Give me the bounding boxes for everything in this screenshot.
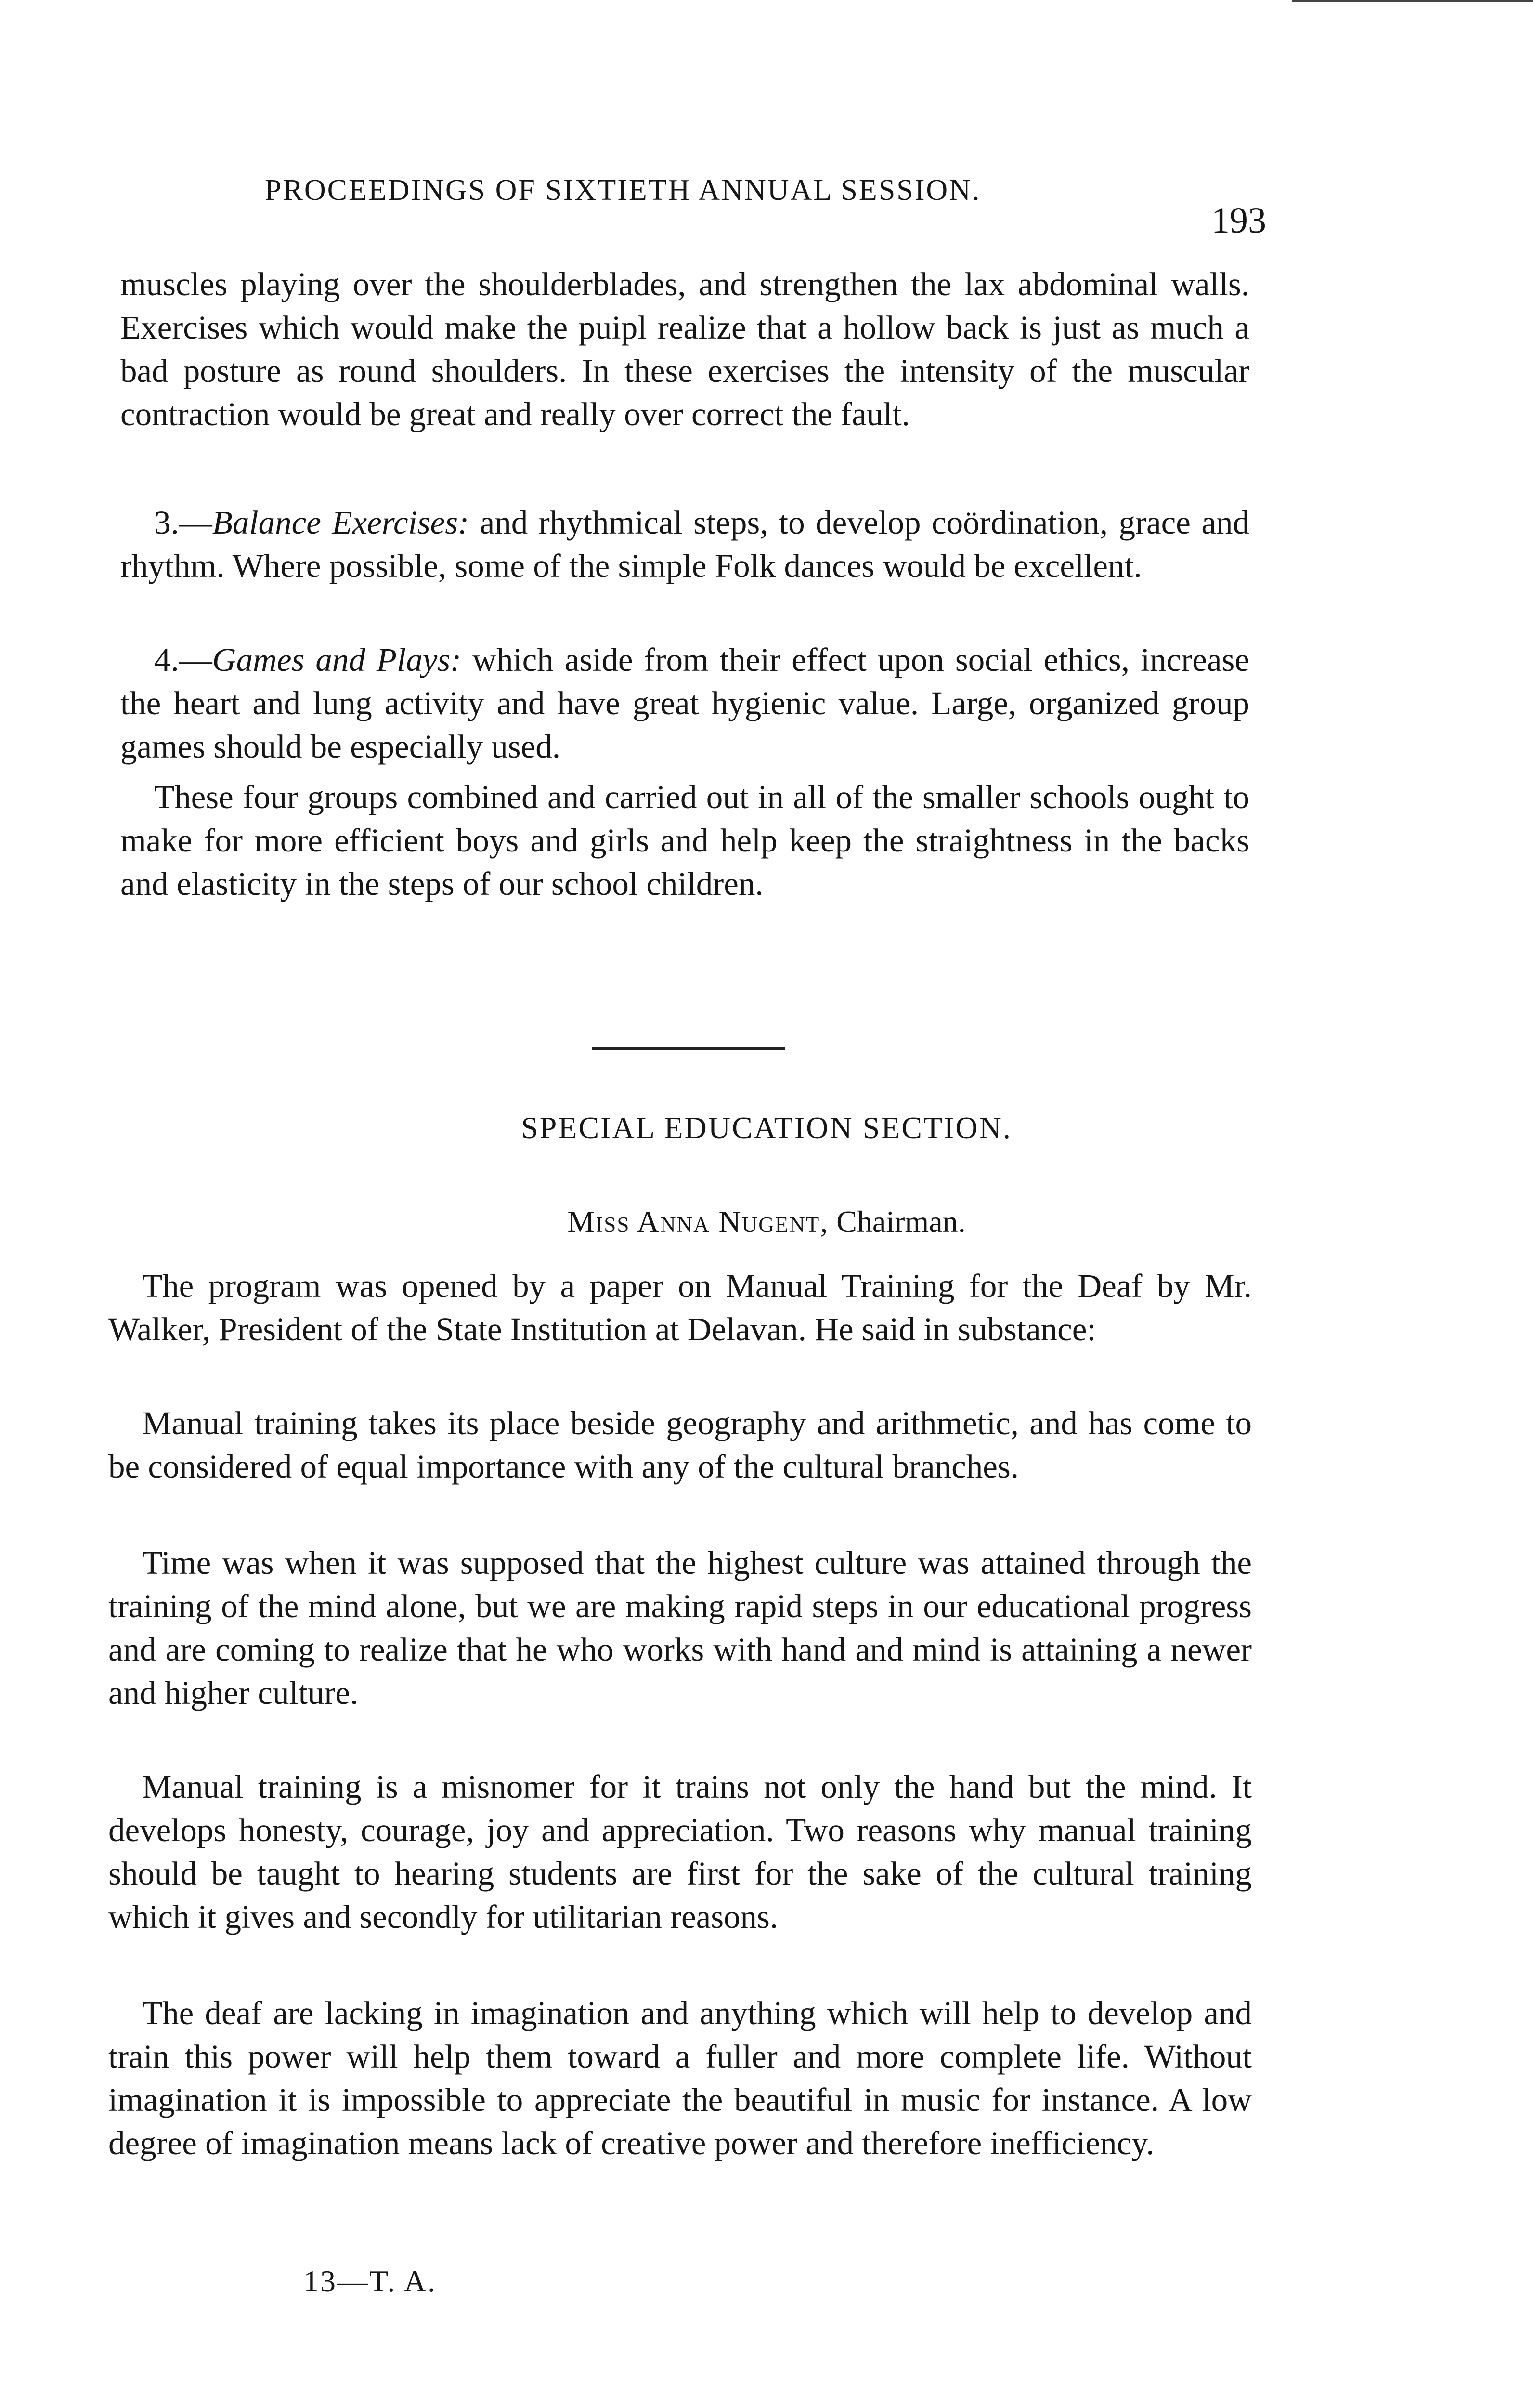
item-number: 4.— [154,641,212,678]
item-text: which aside from their effect upon social ethics, increase the heart and lung activity and have great hygienic value. Large, organized group games should be especially used. [120,641,1249,765]
paragraph-program-opened: The program was opened by a paper on Manual Training for the Deaf by Mr. Walker, President of the State Institution at Delavan. He said in substance: [108,1268,1252,1348]
paragraph-four-groups: These four groups combined and carried out in all of the smaller schools ought to make for more efficient boys and girls and help keep the straightness in the backs and elasticity in the steps of our school children. [120,779,1249,902]
page-number: 193 [1211,200,1266,241]
paragraph-balance-exercises [120,501,1249,588]
top-edge-rule [1292,0,1533,2]
item-title: Games and Plays: [212,641,462,678]
running-head: PROCEEDINGS OF SIXTIETH ANNUAL SESSION. [265,174,981,207]
footer-signature: 13—T. A. [303,2264,437,2298]
paragraph-imagination: The deaf are lacking in imagination and anything which will help to develop and train this power will help them toward a fuller and more complete life. Without imagination it is impossible to appreciate the beautiful in music for instance. A low degree of imagination means lack of creative power and therefore inefficiency. [108,1995,1252,2161]
paragraph-continued: muscles playing over the shoulderblades, and strengthen the lax abdominal walls. Exercises which would make the puipl realize that a hollow back is just as much a bad posture as round shoulders. In these exercises the intensity of the muscular contraction would be great and really over correct the fault. [120,266,1249,432]
chair-role: Chairman. [829,1204,966,1239]
item-number: 3.— [154,504,212,541]
paragraph-highest-culture: Time was when it was supposed that the highest culture was attained through the training of the mind alone, but we are making rapid steps in our educational progress and are coming to realize that he who works with hand and mind is attaining a newer and higher culture. [108,1544,1252,1711]
item-text: and rhythmical steps, to develop coördination, grace and rhythm. Where possible, some of the simple Folk dances would be excellent. [120,504,1249,584]
section-heading: SPECIAL EDUCATION SECTION. [521,1111,1012,1145]
paragraph-manual-training-place: Manual training takes its place beside geography and arithmetic, and has come to be considered of equal importance with any of the cultural branches. [108,1405,1252,1485]
chair-line [0,1204,1533,1240]
paragraph-games-and-plays [120,638,1249,768]
section-divider [592,1047,785,1050]
paragraph-misnomer: Manual training is a misnomer for it trains not only the hand but the mind. It develops honesty, courage, joy and appreciation. Two reasons why manual training should be taught to hearing students are first for the sake of the cultural training which it gives and secondly for utilitarian reasons. [108,1768,1252,1935]
item-title: Balance Exercises: [212,504,469,541]
chair-name: Miss Anna Nugent, [567,1204,829,1239]
